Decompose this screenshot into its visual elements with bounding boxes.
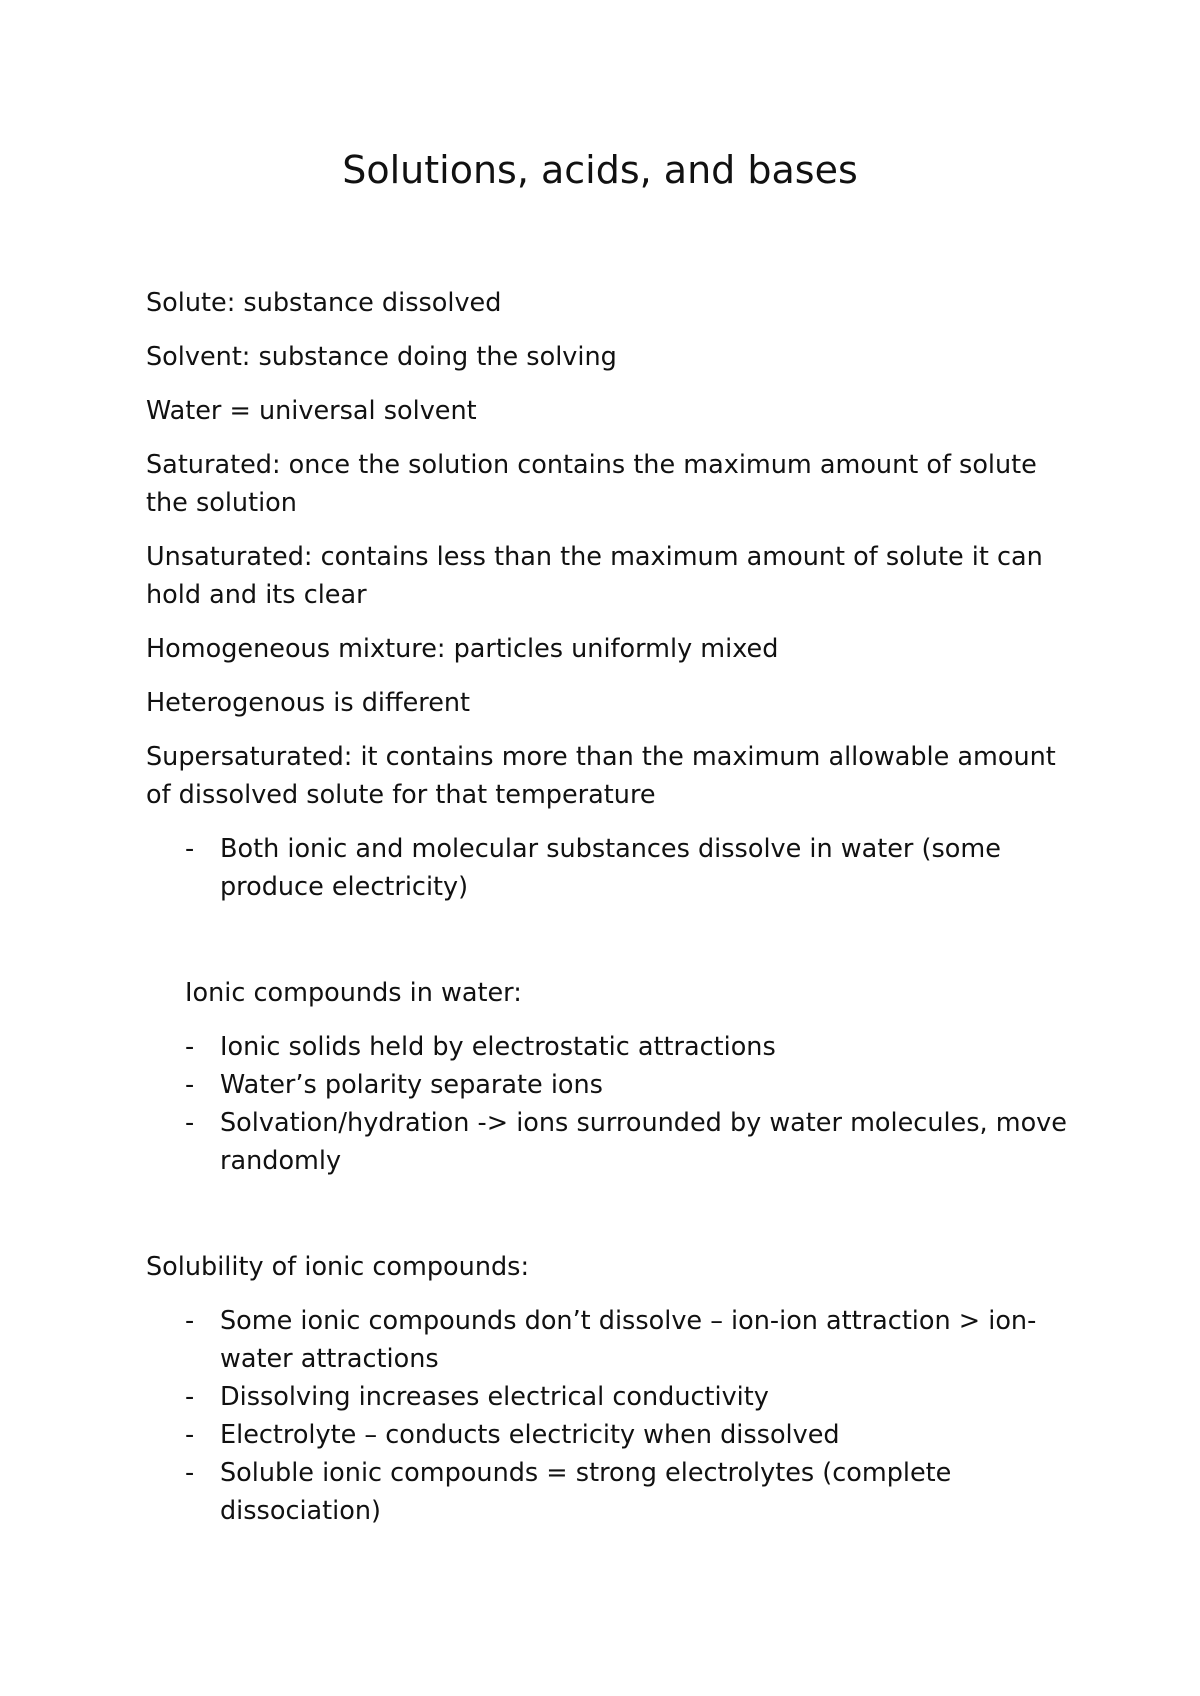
- solubility-section-list: [146, 1302, 1076, 1530]
- definition-heterogenous: Heterogenous is different: [146, 688, 471, 718]
- definition-saturated: Saturated: once the solution contains the maximum amount of solute the solution: [146, 450, 1037, 518]
- dash-bullet: -: [185, 1306, 195, 1336]
- list-item: [146, 1028, 1076, 1066]
- dash-bullet: -: [185, 1420, 195, 1450]
- definition-solute: Solute: substance dissolved: [146, 288, 502, 318]
- list-item: [146, 1302, 1076, 1378]
- spacer: [146, 1196, 1076, 1248]
- solubility-section-heading: Solubility of ionic compounds:: [146, 1252, 530, 1282]
- list-item: [146, 1378, 1076, 1416]
- list-item-text: Some ionic compounds don’t dissolve – ion-ion attraction > ion- water attractions: [220, 1306, 1037, 1374]
- definition-homogeneous: Homogeneous mixture: particles uniformly mixed: [146, 634, 779, 664]
- list-item-text: Soluble ionic compounds = strong electrolytes (complete dissociation): [220, 1458, 952, 1526]
- definition-supersaturated: Supersaturated: it contains more than the maximum allowable amount of dissolved solute for that temperature: [146, 742, 1056, 810]
- definition-unsaturated: Unsaturated: contains less than the maximum amount of solute it can hold and its clear: [146, 542, 1043, 610]
- dash-bullet: -: [185, 1032, 195, 1062]
- list-item: [146, 830, 1076, 906]
- list-item: [146, 1454, 1076, 1530]
- spacer: [146, 922, 1076, 974]
- dash-bullet: -: [185, 1108, 195, 1138]
- page-title: Solutions, acids, and bases: [342, 148, 858, 192]
- dissolve-note-list: [146, 830, 1076, 906]
- list-item-text: Electrolyte – conducts electricity when dissolved: [220, 1420, 840, 1450]
- list-item-text: Dissolving increases electrical conductivity: [220, 1382, 769, 1412]
- list-item: [146, 1066, 1076, 1104]
- list-item-text: Ionic solids held by electrostatic attractions: [220, 1032, 776, 1062]
- document-body: [146, 284, 1076, 1546]
- dash-bullet: -: [185, 1382, 195, 1412]
- definition-solvent: Solvent: substance doing the solving: [146, 342, 617, 372]
- ionic-section-heading: Ionic compounds in water:: [185, 978, 522, 1008]
- ionic-section-list: [146, 1028, 1076, 1180]
- dash-bullet: -: [185, 834, 195, 864]
- list-item-text: Both ionic and molecular substances dissolve in water (some produce electricity): [220, 834, 1001, 902]
- dash-bullet: -: [185, 1070, 195, 1100]
- list-item-text: Solvation/hydration -> ions surrounded by water molecules, move randomly: [220, 1108, 1067, 1176]
- list-item: [146, 1416, 1076, 1454]
- dash-bullet: -: [185, 1458, 195, 1488]
- list-item-text: Water’s polarity separate ions: [220, 1070, 603, 1100]
- list-item: [146, 1104, 1076, 1180]
- definition-water: Water = universal solvent: [146, 396, 477, 426]
